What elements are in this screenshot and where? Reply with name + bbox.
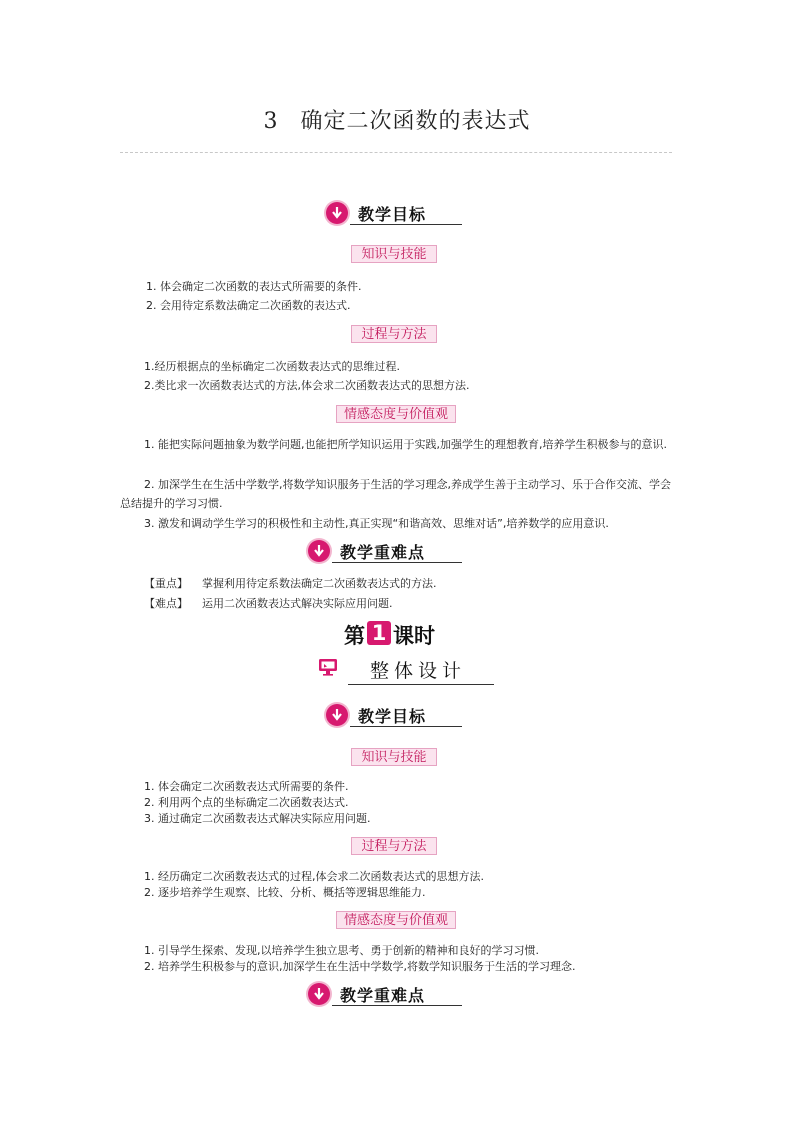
list-item: 1. 体会确定二次函数表达式所需要的条件.	[144, 780, 349, 793]
overall-design-heading	[318, 656, 518, 686]
title-text: 确定二次函数的表达式	[300, 109, 531, 134]
section-teaching-goals	[326, 704, 466, 730]
lesson-number-badge: 1	[367, 621, 391, 645]
list-item: 2. 逐步培养学生观察、比较、分析、概括等逻辑思维能力.	[144, 886, 426, 899]
list-item: 1. 经历确定二次函数表达式的过程,体会求二次函数表达式的思想方法.	[144, 870, 484, 883]
arrow-down-icon	[308, 540, 330, 562]
paragraph: 2. 加深学生在生活中学数学,将数学知识服务于生活的学习理念,养成学生善于主动学习、乐于合作交流、学会总结提升的学习习惯.	[120, 478, 671, 510]
tag-knowledge-skills: 知识与技能	[351, 245, 437, 263]
page-title	[0, 104, 794, 135]
section-label: 教学重难点	[340, 543, 426, 562]
section-label: 教学重难点	[340, 986, 426, 1005]
list-item: 1. 引导学生探索、发现,以培养学生独立思考、勇于创新的精神和良好的学习习惯.	[144, 944, 539, 957]
section-label: 教学目标	[358, 707, 427, 726]
paragraph: 1. 能把实际问题抽象为数学问题,也能把所学知识运用于实践,加强学生的理想教育,培养学生积极参与的意识.	[144, 438, 667, 451]
tag-knowledge-skills: 知识与技能	[351, 748, 437, 766]
tag-process-methods: 过程与方法	[351, 837, 437, 855]
arrow-down-icon	[326, 704, 348, 726]
list-item: 2.类比求一次函数表达式的方法,体会求二次函数表达式的思想方法.	[144, 379, 470, 392]
section-teaching-goals	[326, 202, 466, 228]
key-point-row	[144, 577, 437, 591]
lesson-prefix: 第	[344, 623, 365, 648]
list-item: 1. 体会确定二次函数的表达式所需要的条件.	[146, 280, 362, 293]
list-item: 1.经历根据点的坐标确定二次函数表达式的思维过程.	[144, 360, 400, 373]
title-divider	[120, 152, 672, 153]
tag-attitude-values: 情感态度与价值观	[336, 405, 456, 423]
list-item: 2. 利用两个点的坐标确定二次函数表达式.	[144, 796, 349, 809]
key-point-text: 运用二次函数表达式解决实际应用问题.	[202, 597, 393, 610]
paragraph: 3. 激发和调动学生学习的积极性和主动性,真正实现“和谐高效、思维对话”,培养数学的应用意识.	[144, 517, 609, 530]
key-point-label: 【重点】	[144, 577, 188, 590]
arrow-down-icon	[326, 202, 348, 224]
tag-process-methods: 过程与方法	[351, 325, 437, 343]
tag-attitude-values: 情感态度与价值观	[336, 911, 456, 929]
key-point-row	[144, 597, 393, 611]
monitor-icon	[318, 658, 338, 676]
lesson-suffix: 课时	[393, 623, 435, 648]
section-key-difficult-points	[308, 983, 468, 1009]
lesson-heading	[344, 620, 435, 650]
list-item: 2. 培养学生积极参与的意识,加深学生在生活中学数学,将数学知识服务于生活的学习理念.	[144, 960, 576, 973]
design-label: 整体设计	[370, 660, 467, 682]
list-item: 3. 通过确定二次函数表达式解决实际应用问题.	[144, 812, 371, 825]
key-point-label: 【难点】	[144, 597, 188, 610]
arrow-down-icon	[308, 983, 330, 1005]
title-number: 3	[263, 109, 279, 134]
section-key-difficult-points	[308, 540, 468, 566]
section-label: 教学目标	[358, 205, 427, 224]
list-item: 2. 会用待定系数法确定二次函数的表达式.	[146, 299, 351, 312]
key-point-text: 掌握利用待定系数法确定二次函数表达式的方法.	[202, 577, 437, 590]
